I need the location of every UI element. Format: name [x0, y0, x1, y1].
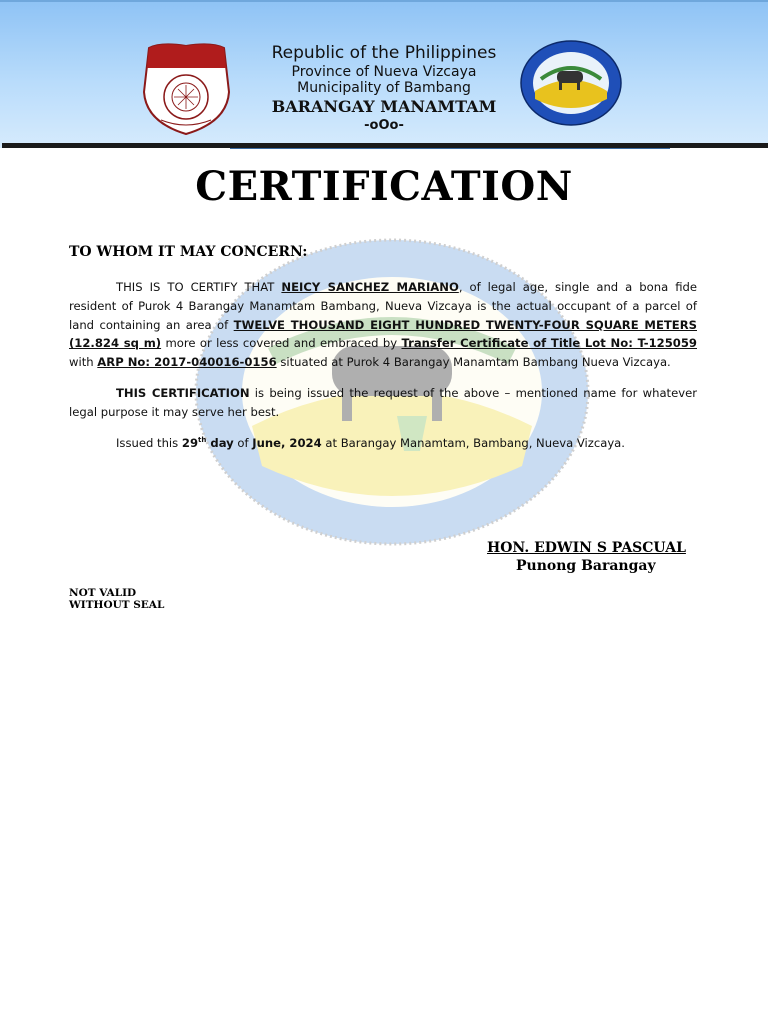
- issue-date: June, 2024: [252, 436, 322, 450]
- purpose-paragraph: [69, 384, 697, 422]
- issue-day-word: day: [206, 436, 234, 450]
- text-run: situated at Purok 4 Barangay Manamtam Bambang Nueva Vizcaya.: [276, 355, 671, 370]
- validity-note-line2: WITHOUT SEAL: [69, 599, 165, 611]
- resident-name: NEICY SANCHEZ MARIANO: [281, 280, 459, 294]
- document-title: CERTIFICATION: [195, 163, 573, 210]
- issue-day: 29: [181, 436, 199, 450]
- text-run: at Barangay Manamtam, Bambang, Nueva Vizcaya.: [321, 436, 625, 450]
- text-run: of: [233, 436, 253, 450]
- header-republic: Republic of the Philippines: [271, 43, 497, 63]
- land-area: TWELVE THOUSAND EIGHT HUNDRED TWENTY-FOUR SQUARE METERS (12.824 sq m): [69, 317, 697, 351]
- arp-number: ARP No: 2017-040016-0156: [97, 355, 277, 370]
- text-run: more or less covered and embraced by: [161, 336, 402, 351]
- text-run: THIS IS TO CERTIFY THAT: [116, 280, 282, 294]
- text-run: with: [69, 355, 98, 370]
- title-lot-number: Transfer Certificate of Title Lot No: T-125059: [401, 336, 697, 351]
- issue-day-suffix: th: [198, 436, 207, 445]
- validity-note-line1: NOT VALID: [69, 587, 137, 599]
- header-barangay: BARANGAY MANAMTAM: [271, 97, 497, 116]
- letterhead-thin-rule: [230, 148, 670, 149]
- header-municipality: Municipality of Bambang: [297, 80, 471, 96]
- text-run: , of legal age, single and a bona fide resident of Purok 4 Barangay Manamtam Bambang, Nueva Vizcaya is the actual occupant of a parcel of land containing an area of: [69, 280, 697, 332]
- municipal-seal-icon: [141, 42, 232, 135]
- certification-paragraph: [69, 278, 697, 372]
- signatory-name: HON. EDWIN S PASCUAL: [487, 540, 686, 556]
- header-province: Province of Nueva Vizcaya: [291, 64, 477, 80]
- salutation: TO WHOM IT MAY CONCERN:: [69, 244, 308, 260]
- signatory-title: Punong Barangay: [516, 558, 656, 574]
- issued-paragraph: [69, 434, 697, 453]
- text-run: Issued this: [116, 436, 182, 450]
- purpose-lead: THIS CERTIFICATION: [116, 386, 250, 400]
- text-run: is being issued the request of the above – mentioned name for whatever legal purpose it may serve her best.: [69, 386, 697, 419]
- header-ornament: -oOo-: [364, 118, 404, 133]
